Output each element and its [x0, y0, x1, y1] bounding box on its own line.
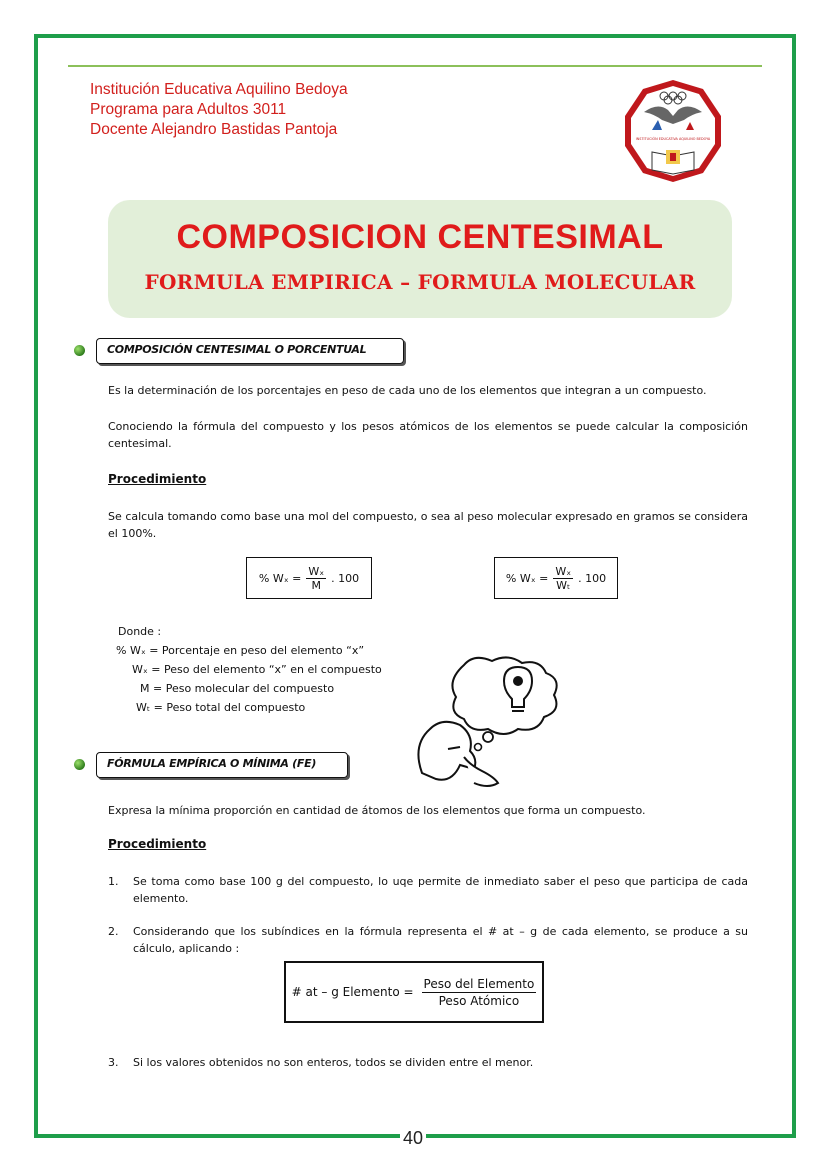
step-text: Si los valores obtenidos no son enteros, todos se dividen entre el menor. — [133, 1056, 534, 1069]
section-heading-formula-empirica: FÓRMULA EMPÍRICA O MÍNIMA (FE) — [96, 752, 348, 778]
formula2-rhs: . 100 — [578, 571, 607, 585]
formula-atom-gram — [284, 961, 544, 1023]
formula2-lhs: % Wₓ = — [505, 571, 549, 585]
bullet-icon — [74, 345, 85, 356]
formula-percent-weight-total — [494, 557, 618, 599]
donde-title: Donde : — [118, 625, 162, 638]
top-rule — [68, 65, 762, 67]
section-heading-composicion: COMPOSICIÓN CENTESIMAL O PORCENTUAL — [96, 338, 404, 364]
step-number: 2. — [108, 925, 119, 938]
list-item — [108, 923, 748, 957]
page-title: COMPOSICION CENTESIMAL — [176, 218, 664, 256]
logo-caption: INSTITUCIÓN EDUCATIVA AQUILINO BEDOYA — [635, 137, 711, 141]
list-item — [108, 1054, 748, 1071]
formula1-fraction — [306, 565, 326, 592]
page-number: 40 — [400, 1128, 426, 1149]
section1-procedure-heading: Procedimiento — [108, 472, 207, 486]
thinking-person-illustration — [412, 655, 572, 790]
formula2-denominator: Wₜ — [556, 578, 571, 592]
step-text: Considerando que los subíndices en la fórmula representa el # at – g de cada elemento, se produce a su cálculo, aplicando : — [133, 925, 748, 955]
step-number: 1. — [108, 875, 119, 888]
step-number: 3. — [108, 1056, 119, 1069]
formula1-numerator: Wₓ — [308, 564, 325, 578]
donde-line: M = Peso molecular del compuesto — [140, 682, 335, 695]
formula2-numerator: Wₓ — [555, 564, 572, 578]
institution-name: Institución Educativa Aquilino Bedoya — [90, 81, 348, 98]
formula1-rhs: . 100 — [331, 571, 360, 585]
formula3-numerator: Peso del Elemento — [423, 976, 535, 991]
section1-paragraph-3: Se calcula tomando como base una mol del compuesto, o sea al peso molecular expresado en gramos se considera el 100%. — [108, 510, 748, 540]
formula3-lhs: # at – g Elemento = — [291, 985, 414, 999]
step-text: Se toma como base 100 g del compuesto, lo uqe permite de inmediato saber el peso que participa de cada elemento. — [133, 875, 748, 905]
section1-paragraph-2: Conociendo la fórmula del compuesto y los pesos atómicos de los elementos se puede calcular la composición centesimal. — [108, 420, 748, 450]
title-banner — [108, 200, 732, 318]
section2-paragraph-1: Expresa la mínima proporción en cantidad de átomos de los elementos que forma un compuesto. — [108, 804, 646, 817]
list-item — [108, 873, 748, 907]
donde-line: % Wₓ = Porcentaje en peso del elemento “x” — [116, 644, 365, 657]
formula2-fraction — [553, 565, 573, 592]
teacher-name: Docente Alejandro Bastidas Pantoja — [90, 121, 338, 138]
program-name: Programa para Adultos 3011 — [90, 101, 287, 118]
school-logo — [622, 78, 724, 184]
formula1-lhs: % Wₓ = — [258, 571, 302, 585]
formula1-denominator: M — [311, 578, 321, 592]
header-institution-block — [90, 80, 348, 140]
page-subtitle: FORMULA EMPIRICA – FORMULA MOLECULAR — [144, 270, 696, 294]
formula3-denominator: Peso Atómico — [438, 993, 520, 1008]
section1-paragraph-1: Es la determinación de los porcentajes en peso de cada uno de los elementos que integran a un compuesto. — [108, 384, 707, 397]
formula3-fraction — [422, 976, 537, 1009]
bullet-icon — [74, 759, 85, 770]
formula-percent-weight-molar — [246, 557, 372, 599]
donde-line: Wₓ = Peso del elemento “x” en el compuesto — [132, 663, 382, 676]
section2-procedure-heading: Procedimiento — [108, 837, 207, 851]
donde-line: Wₜ = Peso total del compuesto — [136, 701, 306, 714]
